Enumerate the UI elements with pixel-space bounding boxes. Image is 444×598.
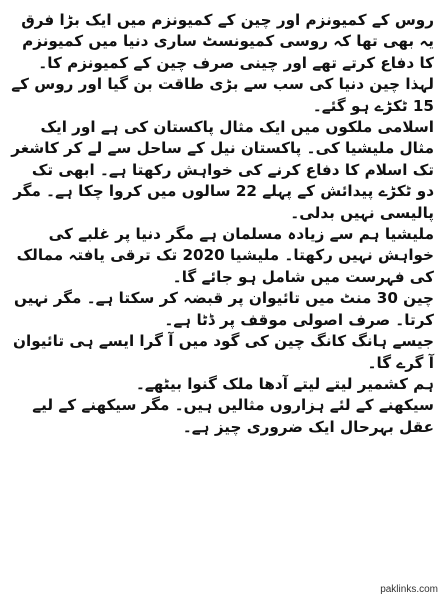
paragraph-russia-china: روس کے کمیونزم اور چین کے کمیونزم میں ایک بڑا فرق یہ بھی تھا کہ روسی کمیونسٹ ساری دنیا میں کمیونزم کا دفاع کرتے تھے اور چینی صرف چین کے کمیونزم کا۔ لہذا چین دنیا کی سب سے بڑی طاقت بن گیا اور روس کے 15 ٹکڑے ہو گئے۔ (11, 11, 434, 115)
paragraph-china-taiwan: چین 30 منٹ میں تائیوان پر قبضہ کر سکتا ہے۔ مگر نہیں کرتا۔ صرف اصولی موقف پر ڈٹا ہے۔ (13, 289, 434, 329)
paragraph-malaysia: ملیشیا ہم سے زیادہ مسلمان ہے مگر دنیا پر غلبے کی خواہش نہیں رکھتا۔ ملیشیا 2020 تک ترقی یافتہ ممالک کی فہرست میں شامل ہو جائے گا۔ (16, 225, 434, 286)
paragraph-kashmir: ہم کشمیر لیتے لیتے آدھا ملک گنوا بیٹھے۔ (135, 374, 434, 393)
watermark-text: paklinks.com (380, 584, 438, 595)
article-text (10, 10, 434, 438)
paragraph-hong-kong: جیسے ہانگ کانگ چین کی گود میں آ گرا ایسے ہی تائیوان آ گرے گا۔ (13, 332, 434, 372)
paragraph-conclusion: سیکھنے کے لئے ہزاروں مثالیں ہیں۔ مگر سیکھنے کے لیے عقل بہرحال ایک ضروری چیز ہے۔ (32, 396, 434, 436)
paragraph-pakistan: اسلامی ملکوں میں ایک مثال پاکستان کی ہے اور ایک مثال ملیشیا کی۔ پاکستان نیل کے ساحل سے لے کر کاشغر تک اسلام کا دفاع کرنے کی خواہش رکھتا ہے۔ ابھی تک دو ٹکڑے پیدائش کے پہلے 22 سالوں میں کروا چکا ہے۔ مگر پالیسی نہیں بدلی۔ (11, 118, 434, 222)
